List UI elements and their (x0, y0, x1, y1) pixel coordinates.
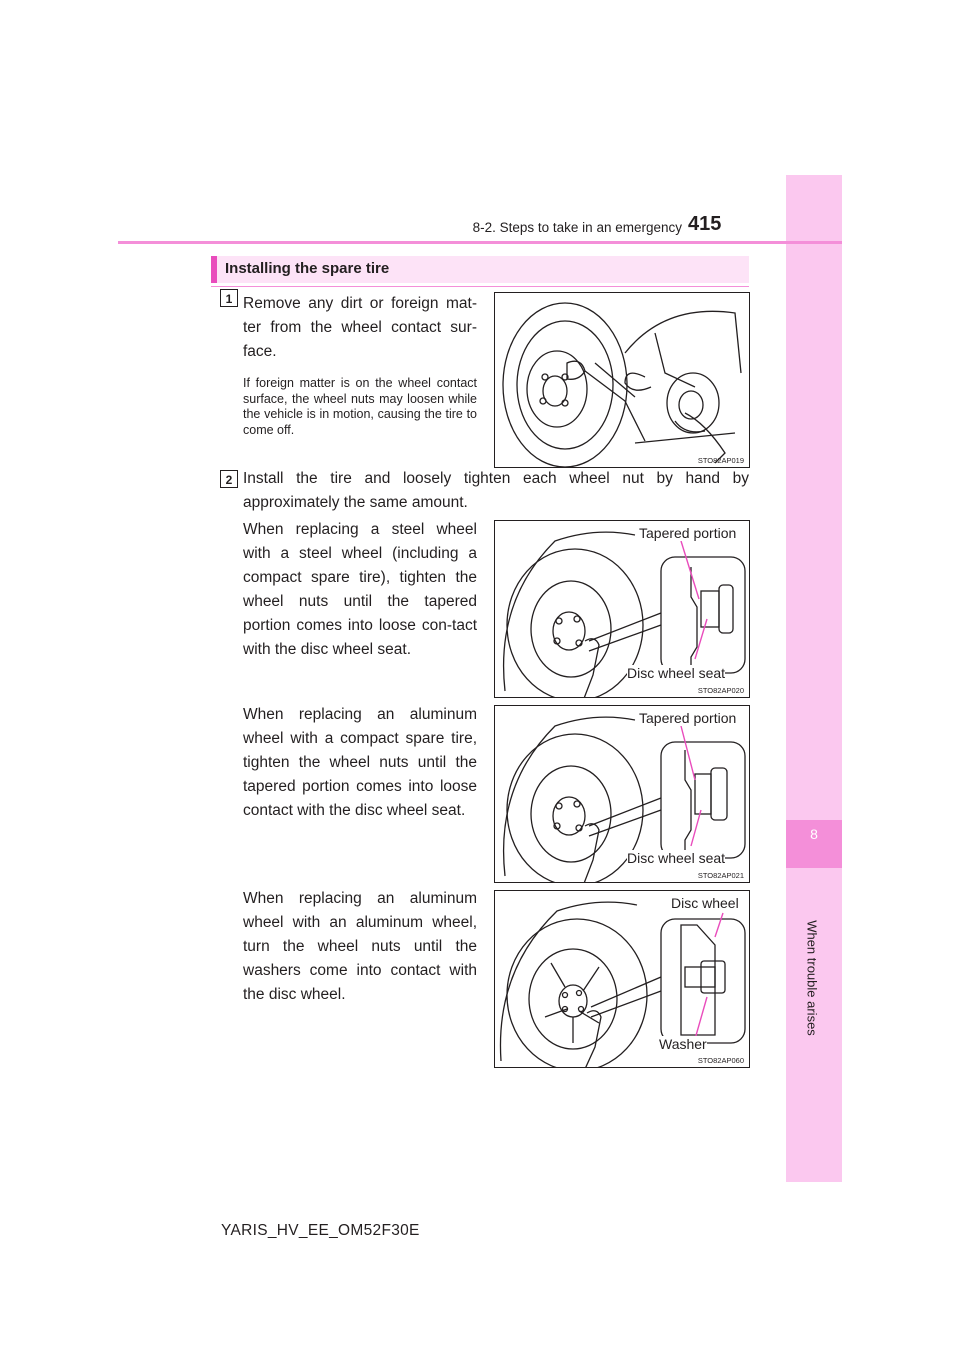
callout-disc-wheel-seat: Disc wheel seat (627, 850, 726, 866)
case-steel-text: When replacing a steel wheel with a steel wheel (including a compact spare tire), tighten the wheel nuts until the tapered portion comes into loose con-tact with the disc wheel seat. (243, 521, 477, 658)
banner-accent (211, 256, 217, 283)
aluminum-aluminum-illustration (495, 891, 750, 1068)
chapter-label: When trouble arises (804, 920, 820, 1036)
figure-code: STO82AP019 (697, 456, 744, 465)
document-code: YARIS_HV_EE_OM52F30E (221, 1222, 420, 1239)
step-number-2: 2 (220, 470, 238, 488)
callout-washer: Washer (659, 1036, 707, 1052)
figure-steel-wheel (494, 520, 750, 698)
page-number: 415 (688, 213, 722, 235)
step-1-text: Remove any dirt or foreign mat-ter from the wheel contact sur-face. (243, 295, 477, 360)
callout-tapered-portion: Tapered portion (639, 710, 737, 726)
banner-rule (211, 286, 749, 287)
step-1-note: If foreign matter is on the wheel contact surface, the wheel nuts may loosen while the vehicle is in motion, causing the tire to come off. (243, 376, 477, 437)
figure-code: STO82AP060 (697, 1056, 744, 1065)
section-title: 8-2. Steps to take in an emergency (472, 220, 682, 235)
header-rule (118, 241, 842, 244)
step-number-1: 1 (220, 289, 238, 307)
case-aluminum-aluminum-text: When replacing an aluminum wheel with an aluminum wheel, turn the wheel nuts until the washers come into contact with the disc wheel. (243, 890, 477, 1003)
step-2-text: Install the tire and loosely tighten each wheel nut by hand by approximately the same amount. (243, 470, 749, 511)
figure-code: STO82AP020 (697, 686, 744, 695)
figure-aluminum-compact (494, 705, 750, 883)
figure-clean-contact-surface (494, 292, 750, 468)
case-aluminum-compact-text: When replacing an aluminum wheel with a compact spare tire, tighten the wheel nuts until the tapered portion comes into loose contact with the disc wheel seat. (243, 706, 477, 819)
callout-disc-wheel: Disc wheel (671, 895, 739, 911)
figure-aluminum-aluminum (494, 890, 750, 1068)
callout-tapered-portion: Tapered portion (639, 525, 737, 541)
callout-disc-wheel-seat: Disc wheel seat (627, 665, 726, 681)
clean-surface-illustration (495, 293, 750, 468)
chapter-number: 8 (810, 826, 818, 842)
banner-title: Installing the spare tire (225, 260, 390, 277)
figure-code: STO82AP021 (697, 871, 744, 880)
